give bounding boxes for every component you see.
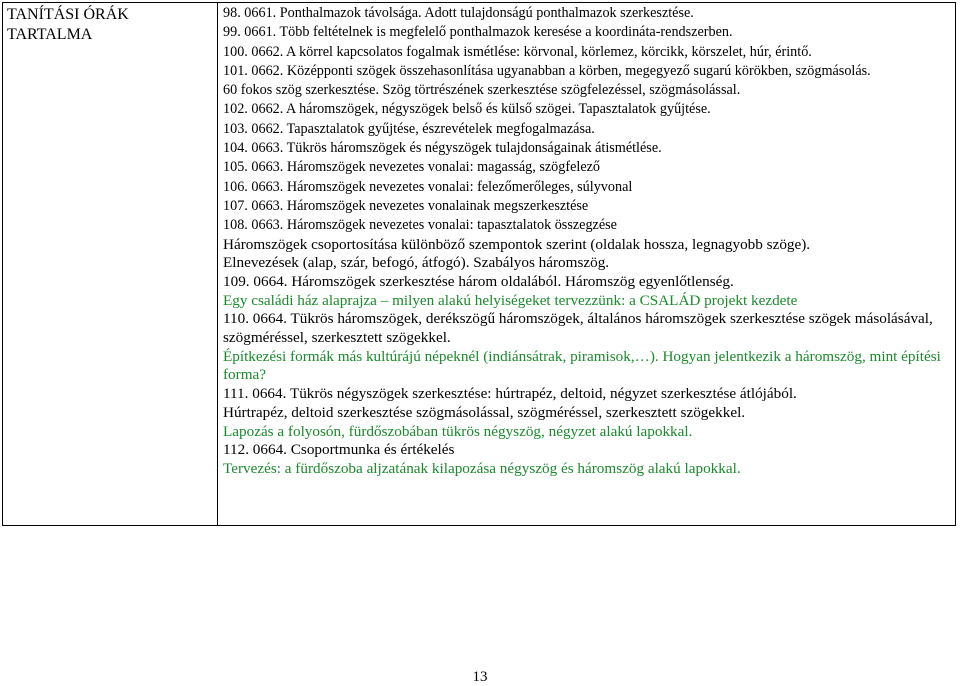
lesson-line-21: 112. 0664. Csoportmunka és értékelés [223,441,455,459]
lesson-line-7: 104. 0663. Tükrös háromszögek és négyszögek tulajdonságainak átismétlése. [223,140,662,157]
lesson-line-3: 101. 0662. Középponti szögek összehasonlítása ugyanabban a körben, megegyező sugarú körökben, szögmásolás. [223,62,871,79]
lesson-line-13: Elnevezések (alap, szár, befogó, átfogó). Szabályos háromszög. [223,254,610,272]
header-title-line1: TANÍTÁSI ÓRÁK [7,6,129,23]
lesson-line-14: 109. 0664. Háromszögek szerkesztése három oldalából. Háromszög egyenlőtlenség. [223,272,734,290]
lesson-line-1: 99. 0661. Több feltételnek is megfelelő ponthalmazok keresése a koordináta-rendszerben. [223,24,733,41]
lesson-line-16: 110. 0664. Tükrös háromszögek, derékszögű háromszögek, általános háromszögek szerkesztése szögek másolásával, szögméréssel, szerkesztett szögekkel. [223,310,933,347]
lesson-content-table [2,2,956,526]
page-number: 13 [472,669,488,685]
table-header-cell [3,3,218,525]
project-line-15: Egy családi ház alaprajza – milyen alakú helyiségeket tervezzünk: a CSALÁD projekt kezdete [223,291,798,309]
lesson-line-11: 108. 0663. Háromszögek nevezetes vonalai: tapasztalatok összegzése [223,217,617,234]
lesson-line-12: Háromszögek csoportosítása különböző szempontok szerint (oldalak hossza, legnagyobb szöge). [223,235,811,253]
lesson-line-10: 107. 0663. Háromszögek nevezetes vonalainak megszerkesztése [223,197,589,214]
lesson-line-2: 100. 0662. A körrel kapcsolatos fogalmak ismétlése: körvonal, körlemez, körcikk, körszelet, húr, érintő. [223,43,812,60]
lesson-line-9: 106. 0663. Háromszögek nevezetes vonalai: felezőmerőleges, súlyvonal [223,178,633,195]
lesson-line-19: Húrtrapéz, deltoid szerkesztése szögmásolással, szögméréssel, szerkesztett szögekkel. [223,403,746,421]
lesson-line-8: 105. 0663. Háromszögek nevezetes vonalai: magasság, szögfelező [223,159,601,176]
lesson-line-6: 103. 0662. Tapasztalatok gyűjtése, észrevételek megfogalmazása. [223,120,595,137]
project-line-17: Építkezési formák más kultúrájú népeknél (indiánsátrak, piramisok,…). Hogyan jelentkezik a háromszög, mint építési forma? [223,347,941,384]
lesson-line-4: 60 fokos szög szerkesztése. Szög törtrészének szerkesztése szögfelezéssel, szögmásolással. [223,82,741,99]
project-line-22: Tervezés: a fürdőszoba aljzatának kilapozása négyszög és háromszög alakú lapokkal. [223,460,741,477]
header-title-line2: TARTALMA [7,26,93,43]
lesson-line-18: 111. 0664. Tükrös négyszögek szerkesztése: húrtrapéz, deltoid, négyzet szerkesztése átlójából. [223,385,797,403]
lesson-line-0: 98. 0661. Ponthalmazok távolsága. Adott tulajdonságú ponthalmazok szerkesztése. [223,5,694,21]
lesson-list-cell [218,3,955,525]
lesson-line-5: 102. 0662. A háromszögek, négyszögek belső és külső szögei. Tapasztalatok gyűjtése. [223,101,711,118]
project-line-20: Lapozás a folyosón, fürdőszobában tükrös négyszög, négyzet alakú lapokkal. [223,422,693,440]
